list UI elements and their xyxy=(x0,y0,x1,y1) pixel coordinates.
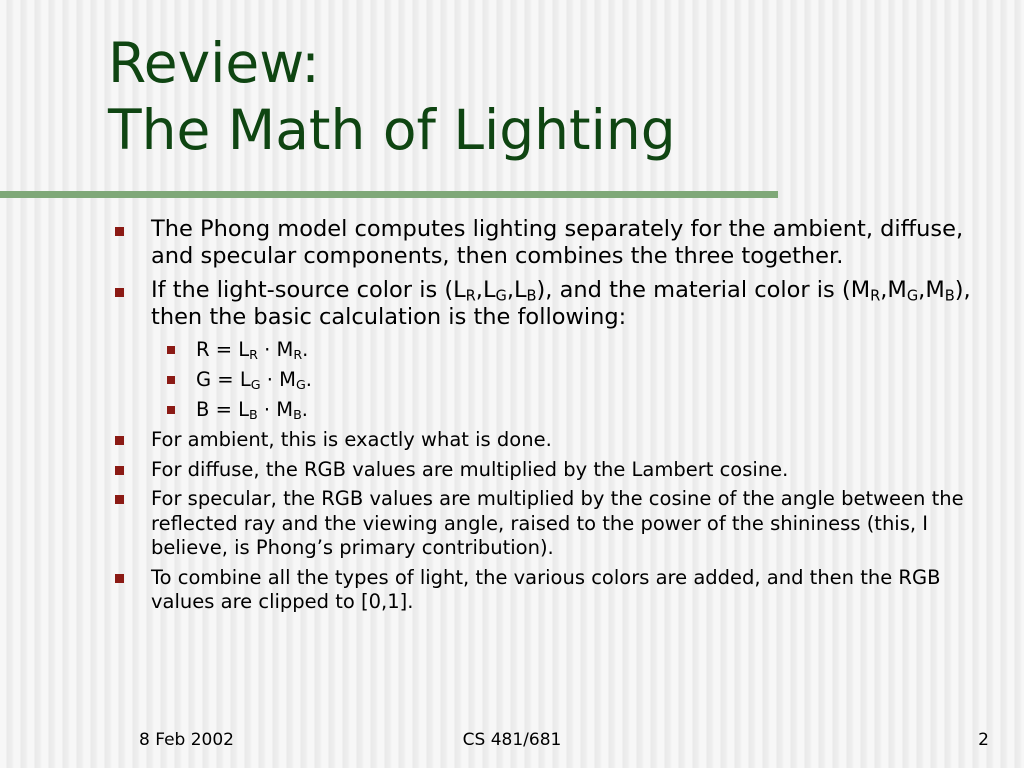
slide-title xyxy=(108,30,676,164)
title-divider xyxy=(0,191,778,198)
title-line-1: Review: xyxy=(108,31,320,95)
footer-date: 8 Feb 2002 xyxy=(139,730,234,750)
square-bullet-icon xyxy=(115,574,124,583)
bullet-text: To combine all the types of light, the various colors are added, and then the RGB values are clipped to [0,1]. xyxy=(151,565,941,613)
square-bullet-icon xyxy=(167,346,175,354)
square-bullet-icon xyxy=(115,466,124,475)
bullet-text: For specular, the RGB values are multiplied by the cosine of the angle between the reflected ray and the viewing angle, raised to the power of the shininess (this, I believe, is Phong’s primary contribution). xyxy=(151,487,964,559)
footer-course: CS 481/681 xyxy=(462,730,562,750)
equation-green: $G = L_G \cdot M_G$. xyxy=(196,368,312,393)
square-bullet-icon xyxy=(115,227,124,236)
title-line-2: The Math of Lighting xyxy=(108,98,676,162)
square-bullet-icon xyxy=(167,376,175,384)
bullet-item xyxy=(112,458,992,483)
bullet-text: For ambient, this is exactly what is done. xyxy=(151,428,552,451)
bullet-item xyxy=(112,566,992,615)
slide-body xyxy=(112,216,992,620)
square-bullet-icon xyxy=(167,406,175,414)
sub-bullet-item xyxy=(112,368,992,392)
sub-bullet-item xyxy=(112,338,992,362)
slide-number: 2 xyxy=(978,730,989,750)
bullet-item xyxy=(112,216,992,270)
equation-blue: $B = L_B \cdot M_B$. xyxy=(196,398,308,423)
sub-bullet-item xyxy=(112,398,992,422)
square-bullet-icon xyxy=(115,436,124,445)
bullet-item xyxy=(112,277,992,331)
bullet-text: For diffuse, the RGB values are multiplied by the Lambert cosine. xyxy=(151,457,789,481)
bullet-item xyxy=(112,487,992,561)
square-bullet-icon xyxy=(115,288,124,297)
square-bullet-icon xyxy=(115,495,124,504)
bullet-item xyxy=(112,428,992,453)
equation-red: $R = L_R \cdot M_R$. xyxy=(196,338,309,363)
bullet-text: If the light-source color is $(L_R,L_G,L_B)$, and the material color is $(M_R,M_G,M_B)$, then the basic calculation is the following: xyxy=(151,277,971,330)
bullet-text: The Phong model computes lighting separately for the ambient, diffuse, and specular components, then combines the three together. xyxy=(151,216,964,269)
